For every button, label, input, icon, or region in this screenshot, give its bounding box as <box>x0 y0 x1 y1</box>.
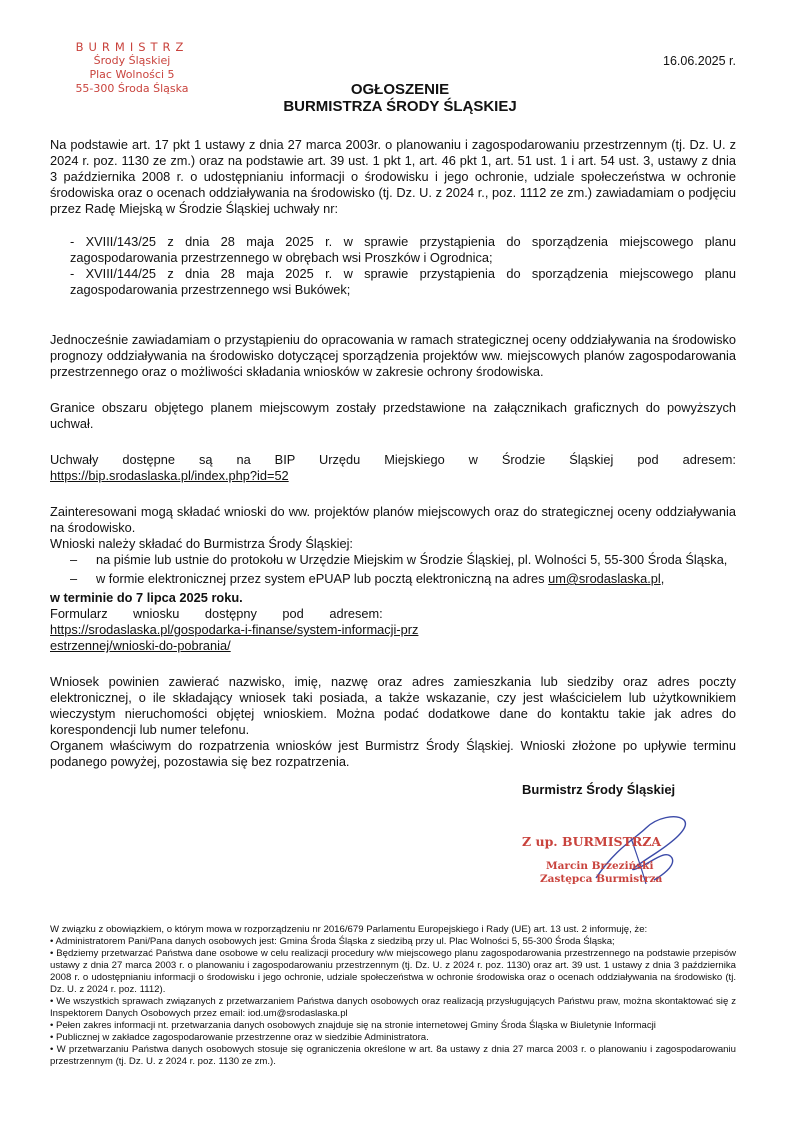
form-paragraph <box>50 606 736 654</box>
option-text: na piśmie lub ustnie do protokołu w Urzędzie Miejskim w Środzie Śląskiej, pl. Wolności 5, 55-300 Środa Śląska, <box>96 552 728 567</box>
stamp-line-1: BURMISTRZ <box>75 40 189 54</box>
signature-stamp-line-1: Z up. BURMISTRZA <box>522 834 662 849</box>
signature-stamp-line-2: Marcin Brzeziński <box>546 860 654 872</box>
footer-line: • W przetwarzaniu Państwa danych osobowych stosuje się ograniczenia określone w art. 8a ustawy z dnia 27 marca 2003 r. o planowaniu i zagospodarowaniu przestrzennym (tj. Dz. U. z 2024 r. poz. 1130 ze zm.). <box>50 1044 736 1067</box>
bip-text: Uchwały dostępne są na BIP Urzędu Miejskiego w Środzie Śląskiej pod adresem: <box>50 452 736 467</box>
bip-link-line <box>50 468 736 484</box>
form-link[interactable]: https://srodaslaska.pl/gospodarka-i-finanse/system-informacji-przestrzennej/wnioski-do-pobrania/ <box>50 622 419 653</box>
resolution-item-1: - XVIII/143/25 z dnia 28 maja 2025 r. w sprawie przystąpienia do sporządzenia miejscowego planu zagospodarowania przestrzennego w obrębach wsi Proszków i Ogrodnica; <box>70 234 736 265</box>
paragraph-interested: Zainteresowani mogą składać wnioski do ww. projektów planów miejscowych oraz do strategicznej oceny oddziaływania na środowisko. <box>50 504 736 535</box>
stamp-line-2: Środy Śląskiej <box>93 54 171 67</box>
option-dash: – <box>70 571 78 586</box>
title-line-2: BURMISTRZA ŚRODY ŚLĄSKIEJ <box>283 98 517 115</box>
option-text-after: , <box>660 571 665 586</box>
paragraph-application-content: Wniosek powinien zawierać nazwisko, imię, nazwę oraz adres zamieszkania lub siedziby oraz adres poczty elektronicznej, o ile składający wniosek taki posiada, a także wskazanie, czy jest właścicielem lub użytkownikiem wieczystym nieruchomości objętej wnioskiem. Można podać dodatkowe dane do kontaktu takie jak adres do korespondencji lub numer telefonu. <box>50 674 736 737</box>
bip-link[interactable]: https://bip.srodaslaska.pl/index.php?id=52 <box>50 468 289 483</box>
paragraph-assessment: Jednocześnie zawiadamiam o przystąpieniu do opracowania w ramach strategicznej oceny oddziaływania na środowisko prognozy oddziaływania na środowisko dotyczącej sporządzenia projektów ww. miejscowych planów zagospodarowania przestrzennego oraz o możliwości składania wniosków w zakresie ochrony środowiska. <box>50 332 736 379</box>
paragraph-bip <box>50 452 736 468</box>
form-text: Formularz wniosku dostępny pod adresem: <box>50 606 383 621</box>
option-item-1 <box>50 552 736 568</box>
gdpr-footer <box>50 924 736 1068</box>
signature-stamp-line-3: Zastępca Burmistrza <box>540 873 663 885</box>
paragraph-submit: Wnioski należy składać do Burmistrza Środy Śląskiej: <box>50 536 353 551</box>
stamp-line-4: 55-300 Środa Śląska <box>75 82 189 95</box>
submission-options <box>50 552 736 587</box>
option-text: w formie elektronicznej przez system ePUAP lub pocztą elektroniczną na adres <box>96 571 549 586</box>
title-line-1: OGŁOSZENIE <box>350 81 450 98</box>
document-date: 16.06.2025 r. <box>663 54 736 68</box>
resolutions-list <box>50 234 736 298</box>
footer-line: • Będziemy przetwarzać Państwa dane osobowe w celu realizacji procedury w/w miejscowego planu zagospodarowania przestrzennego na podstawie przepisów ustawy z dnia 27 marca 2003 r. o planowaniu i zagospodarowaniu przestrzennym (tj. Dz. U. z 2024 r. poz. 1130) oraz art. 39 ust. 1 ustawy z dnia 3 października 2008 r. o udostępnianiu informacji o środowisku i jego ochronie, udziale społeczeństwa w ochronie środowiska oraz o ocenach oddziaływania na środowisko (tj. Dz. U. z 2024 r. poz. 1112). <box>50 948 736 995</box>
email-link[interactable]: um@srodaslaska.pl <box>548 571 661 586</box>
stamp-line-3: Plac Wolności 5 <box>89 68 175 81</box>
signature-stamp <box>506 808 696 898</box>
footer-line: • We wszystkich sprawach związanych z przetwarzaniem Państwa danych osobowych oraz realizacją przysługujących Państwu praw, można skontaktować się z Inspektorem Danych Osobowych przez email: iod.um@srodaslaska.pl <box>50 996 736 1019</box>
paragraph-boundaries: Granice obszaru objętego planem miejscowym zostały przedstawione na załącznikach graficznych do powyższych uchwał. <box>50 400 736 431</box>
footer-line: • Publicznej w zakładce zagospodarowanie przestrzenne oraz w siedzibie Administratora. <box>50 1032 429 1043</box>
footer-line: • Administratorem Pani/Pana danych osobowych jest: Gmina Środa Śląska z siedzibą przy ul. Plac Wolności 5, 55-300 Środa Śląska; <box>50 936 615 947</box>
document-body <box>50 137 736 770</box>
deadline: w terminie do 7 lipca 2025 roku. <box>50 590 243 605</box>
paragraph-competent-authority: Organem właściwym do rozpatrzenia wniosków jest Burmistrz Środy Śląskiej. Wnioski złożone po upływie terminu podanego powyżej, pozostawia się bez rozpatrzenia. <box>50 738 736 769</box>
footer-line: • Pełen zakres informacji nt. przetwarzania danych osobowych znajduje się na stronie internetowej Gminy Środa Śląska w Biuletynie Informacji <box>50 1020 656 1031</box>
signature-title: Burmistrz Środy Śląskiej <box>522 782 676 797</box>
option-item-2 <box>50 571 736 587</box>
document-title <box>0 81 800 115</box>
resolution-item-2: - XVIII/144/25 z dnia 28 maja 2025 r. w sprawie przystąpienia do sporządzenia miejscowego planu zagospodarowania przestrzennego wsi Bukówek; <box>70 266 736 297</box>
intro-paragraph: Na podstawie art. 17 pkt 1 ustawy z dnia 27 marca 2003r. o planowaniu i zagospodarowaniu przestrzennym (tj. Dz. U. z 2024 r. poz. 1130 ze zm.) oraz na podstawie art. 39 ust. 1 pkt 1, art. 46 pkt 1, art. 51 ust. 1 i art. 54 ust. 3, ustawy z dnia 3 października 2008 r. o udostępnianiu informacji o środowisku i jego ochronie, udziale społeczeństwa w ochronie środowiska oraz o ocenach oddziaływania na środowisko (tj. Dz. U. z 2024 r., poz. 1112 ze zm.) zawiadamiam o podjęciu przez Radę Miejską w Środzie Śląskiej uchwały nr: <box>50 137 736 216</box>
option-dash: – <box>70 552 78 567</box>
option-text-wrap <box>96 571 736 587</box>
footer-line: W związku z obowiązkiem, o którym mowa w rozporządzeniu nr 2016/679 Parlamentu Europejskiego i Rady (UE) art. 13 ust. 2 informuję, że: <box>50 924 648 935</box>
